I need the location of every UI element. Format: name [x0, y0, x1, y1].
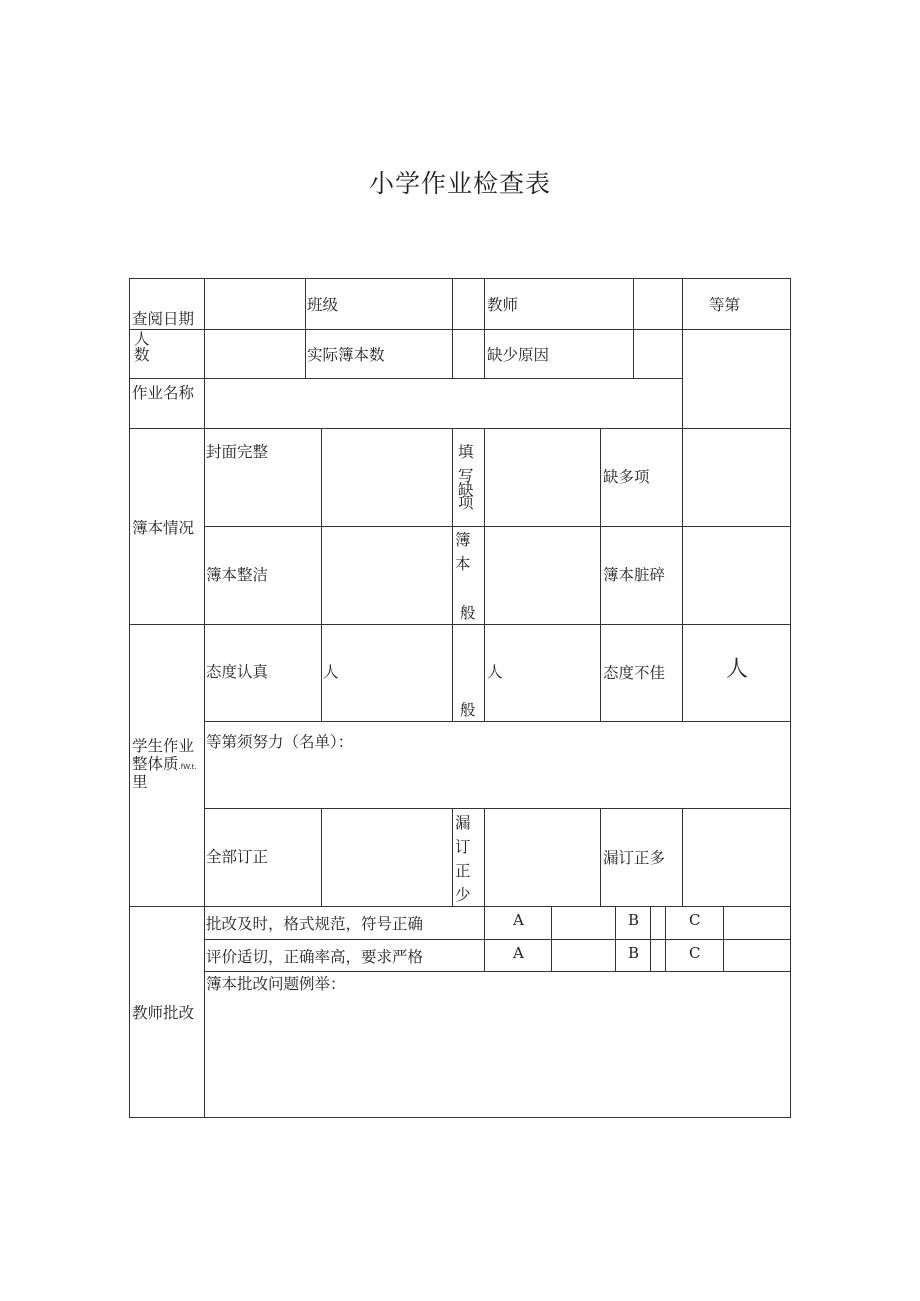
page-title: 小学作业检查表	[368, 169, 551, 198]
grade-b-1: B	[628, 911, 640, 929]
actual-booklets-label: 实际簿本数	[307, 346, 385, 364]
teacher-label: 教师	[487, 296, 519, 314]
homework-name-field[interactable]	[205, 379, 682, 428]
grade-c-2: C	[689, 944, 701, 962]
teacher-review-section-label: 教师批改	[132, 1004, 195, 1022]
class-field[interactable]	[453, 279, 484, 329]
teacher-field[interactable]	[634, 279, 682, 329]
normal-mid-char: 本	[455, 555, 471, 573]
fill-missing-char-2: 写	[458, 467, 474, 485]
actual-booklets-field[interactable]	[453, 330, 484, 378]
attitude-good-label: 态度认真	[206, 663, 269, 681]
normal-top-char: 簿	[455, 531, 471, 549]
missing-reason-label: 缺少原因	[487, 346, 550, 364]
normal-bottom-char: 般	[460, 604, 476, 622]
count-label-2: 数	[134, 346, 150, 364]
homework-name-label: 作业名称	[132, 384, 195, 402]
date-label: 查阅日期	[132, 310, 195, 328]
missing-reason-field[interactable]	[634, 330, 682, 378]
missed-few-char-4: 少	[455, 886, 471, 904]
person-count-3: 人	[726, 657, 749, 682]
examples-label: 簿本批改问题例举：	[206, 975, 346, 993]
cover-complete-label: 封面完整	[206, 443, 269, 461]
criteria-2-label: 评价适切，正确率高，要求严格	[206, 948, 424, 966]
grade-a-1: A	[513, 911, 524, 929]
normal-char: 般	[460, 701, 476, 719]
booklet-section-label: 簿本情况	[132, 519, 195, 537]
grade-label: 等第	[709, 296, 741, 314]
criteria-1-label: 批改及时，格式规范，符号正确	[206, 915, 424, 933]
date-field[interactable]	[205, 279, 305, 329]
all-corrected-label: 全部订正	[206, 848, 269, 866]
student-section-line-1: 学生作业	[132, 737, 195, 755]
class-label: 班级	[307, 296, 339, 314]
missed-few-char-1: 漏	[455, 814, 471, 832]
grade-c-1: C	[689, 911, 701, 929]
fill-missing-char-4: 项	[458, 494, 474, 512]
tidy-label: 簿本整洁	[206, 566, 269, 584]
missed-few-char-2: 订	[455, 838, 471, 856]
attitude-poor-label: 态度不佳	[603, 664, 666, 682]
grade-a-2: A	[513, 944, 524, 962]
count-label-1: 人	[134, 330, 150, 348]
student-section-line-2: 整体质.fW.t.	[132, 755, 197, 773]
missed-many-label: 漏订正多	[603, 849, 666, 867]
person-count-2: 人	[487, 663, 503, 681]
need-effort-field[interactable]	[205, 752, 790, 808]
grade-field[interactable]	[683, 330, 790, 428]
grade-b-2: B	[628, 944, 640, 962]
missed-few-char-3: 正	[455, 862, 471, 880]
student-section-line-3: 里	[132, 773, 148, 791]
fill-missing-char-1: 填	[458, 443, 474, 461]
dirty-label: 簿本脏碎	[603, 566, 666, 584]
person-count-1: 人	[323, 663, 339, 681]
need-effort-label: 等第须努力（名单）：	[206, 733, 354, 751]
examples-field[interactable]	[205, 994, 790, 1117]
fill-missing-char-3: 缺	[458, 481, 474, 499]
count-field[interactable]	[205, 330, 305, 378]
missing-many-label: 缺多项	[603, 468, 650, 486]
